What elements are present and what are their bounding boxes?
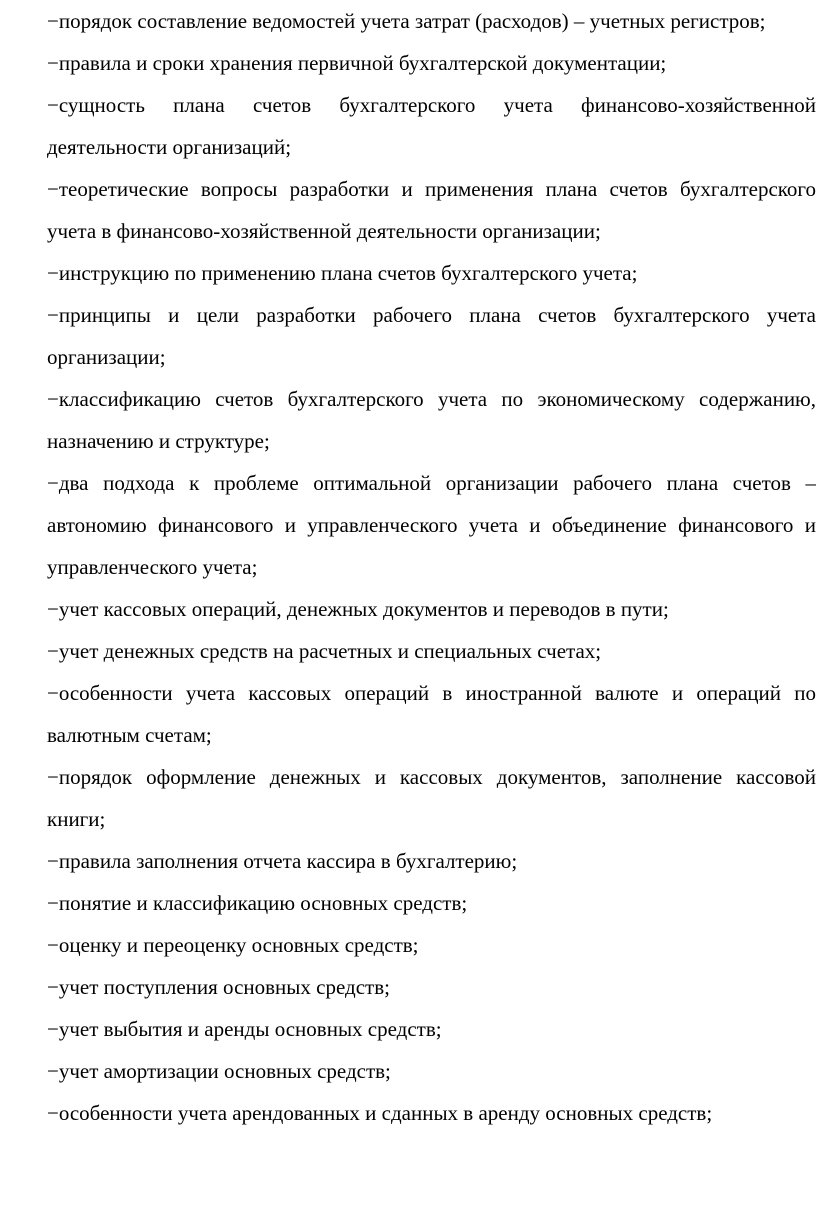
- list-item: −учет амортизации основных средств;: [47, 1059, 391, 1083]
- list-item: −порядок оформление денежных и кассовых документов, заполнение кассовой книги;: [47, 765, 816, 831]
- list-item: −принципы и цели разработки рабочего плана счетов бухгалтерского учета организации;: [47, 303, 816, 369]
- list-item: −оценку и переоценку основных средств;: [47, 933, 419, 957]
- document-page: [47, 0, 816, 1134]
- list-item: −порядок составление ведомостей учета затрат (расходов) – учетных регистров;: [47, 9, 766, 33]
- list-item: −сущность плана счетов бухгалтерского учета финансово-хозяйственной деятельности организаций;: [47, 93, 816, 159]
- list-item: −правила и сроки хранения первичной бухгалтерской документации;: [47, 51, 667, 75]
- list-item: −учет выбытия и аренды основных средств;: [47, 1017, 442, 1041]
- list-item: −классификацию счетов бухгалтерского учета по экономическому содержанию, назначению и структуре;: [47, 387, 816, 453]
- list-item: −теоретические вопросы разработки и применения плана счетов бухгалтерского учета в финансово-хозяйственной деятельности организации;: [47, 177, 816, 243]
- list-item: −понятие и классификацию основных средств;: [47, 891, 468, 915]
- list-item: −особенности учета кассовых операций в иностранной валюте и операций по валютным счетам;: [47, 681, 816, 747]
- list-item: −инструкцию по применению плана счетов бухгалтерского учета;: [47, 261, 638, 285]
- list-item: −учет денежных средств на расчетных и специальных счетах;: [47, 639, 602, 663]
- list-item: −два подхода к проблеме оптимальной организации рабочего плана счетов – автономию финансового и управленческого учета и объединение финансового и управленческого учета;: [47, 471, 816, 579]
- list-item: −учет поступления основных средств;: [47, 975, 390, 999]
- list-item: −особенности учета арендованных и сданных в аренду основных средств;: [47, 1101, 713, 1125]
- list-item: −учет кассовых операций, денежных документов и переводов в пути;: [47, 597, 669, 621]
- list-item: −правила заполнения отчета кассира в бухгалтерию;: [47, 849, 518, 873]
